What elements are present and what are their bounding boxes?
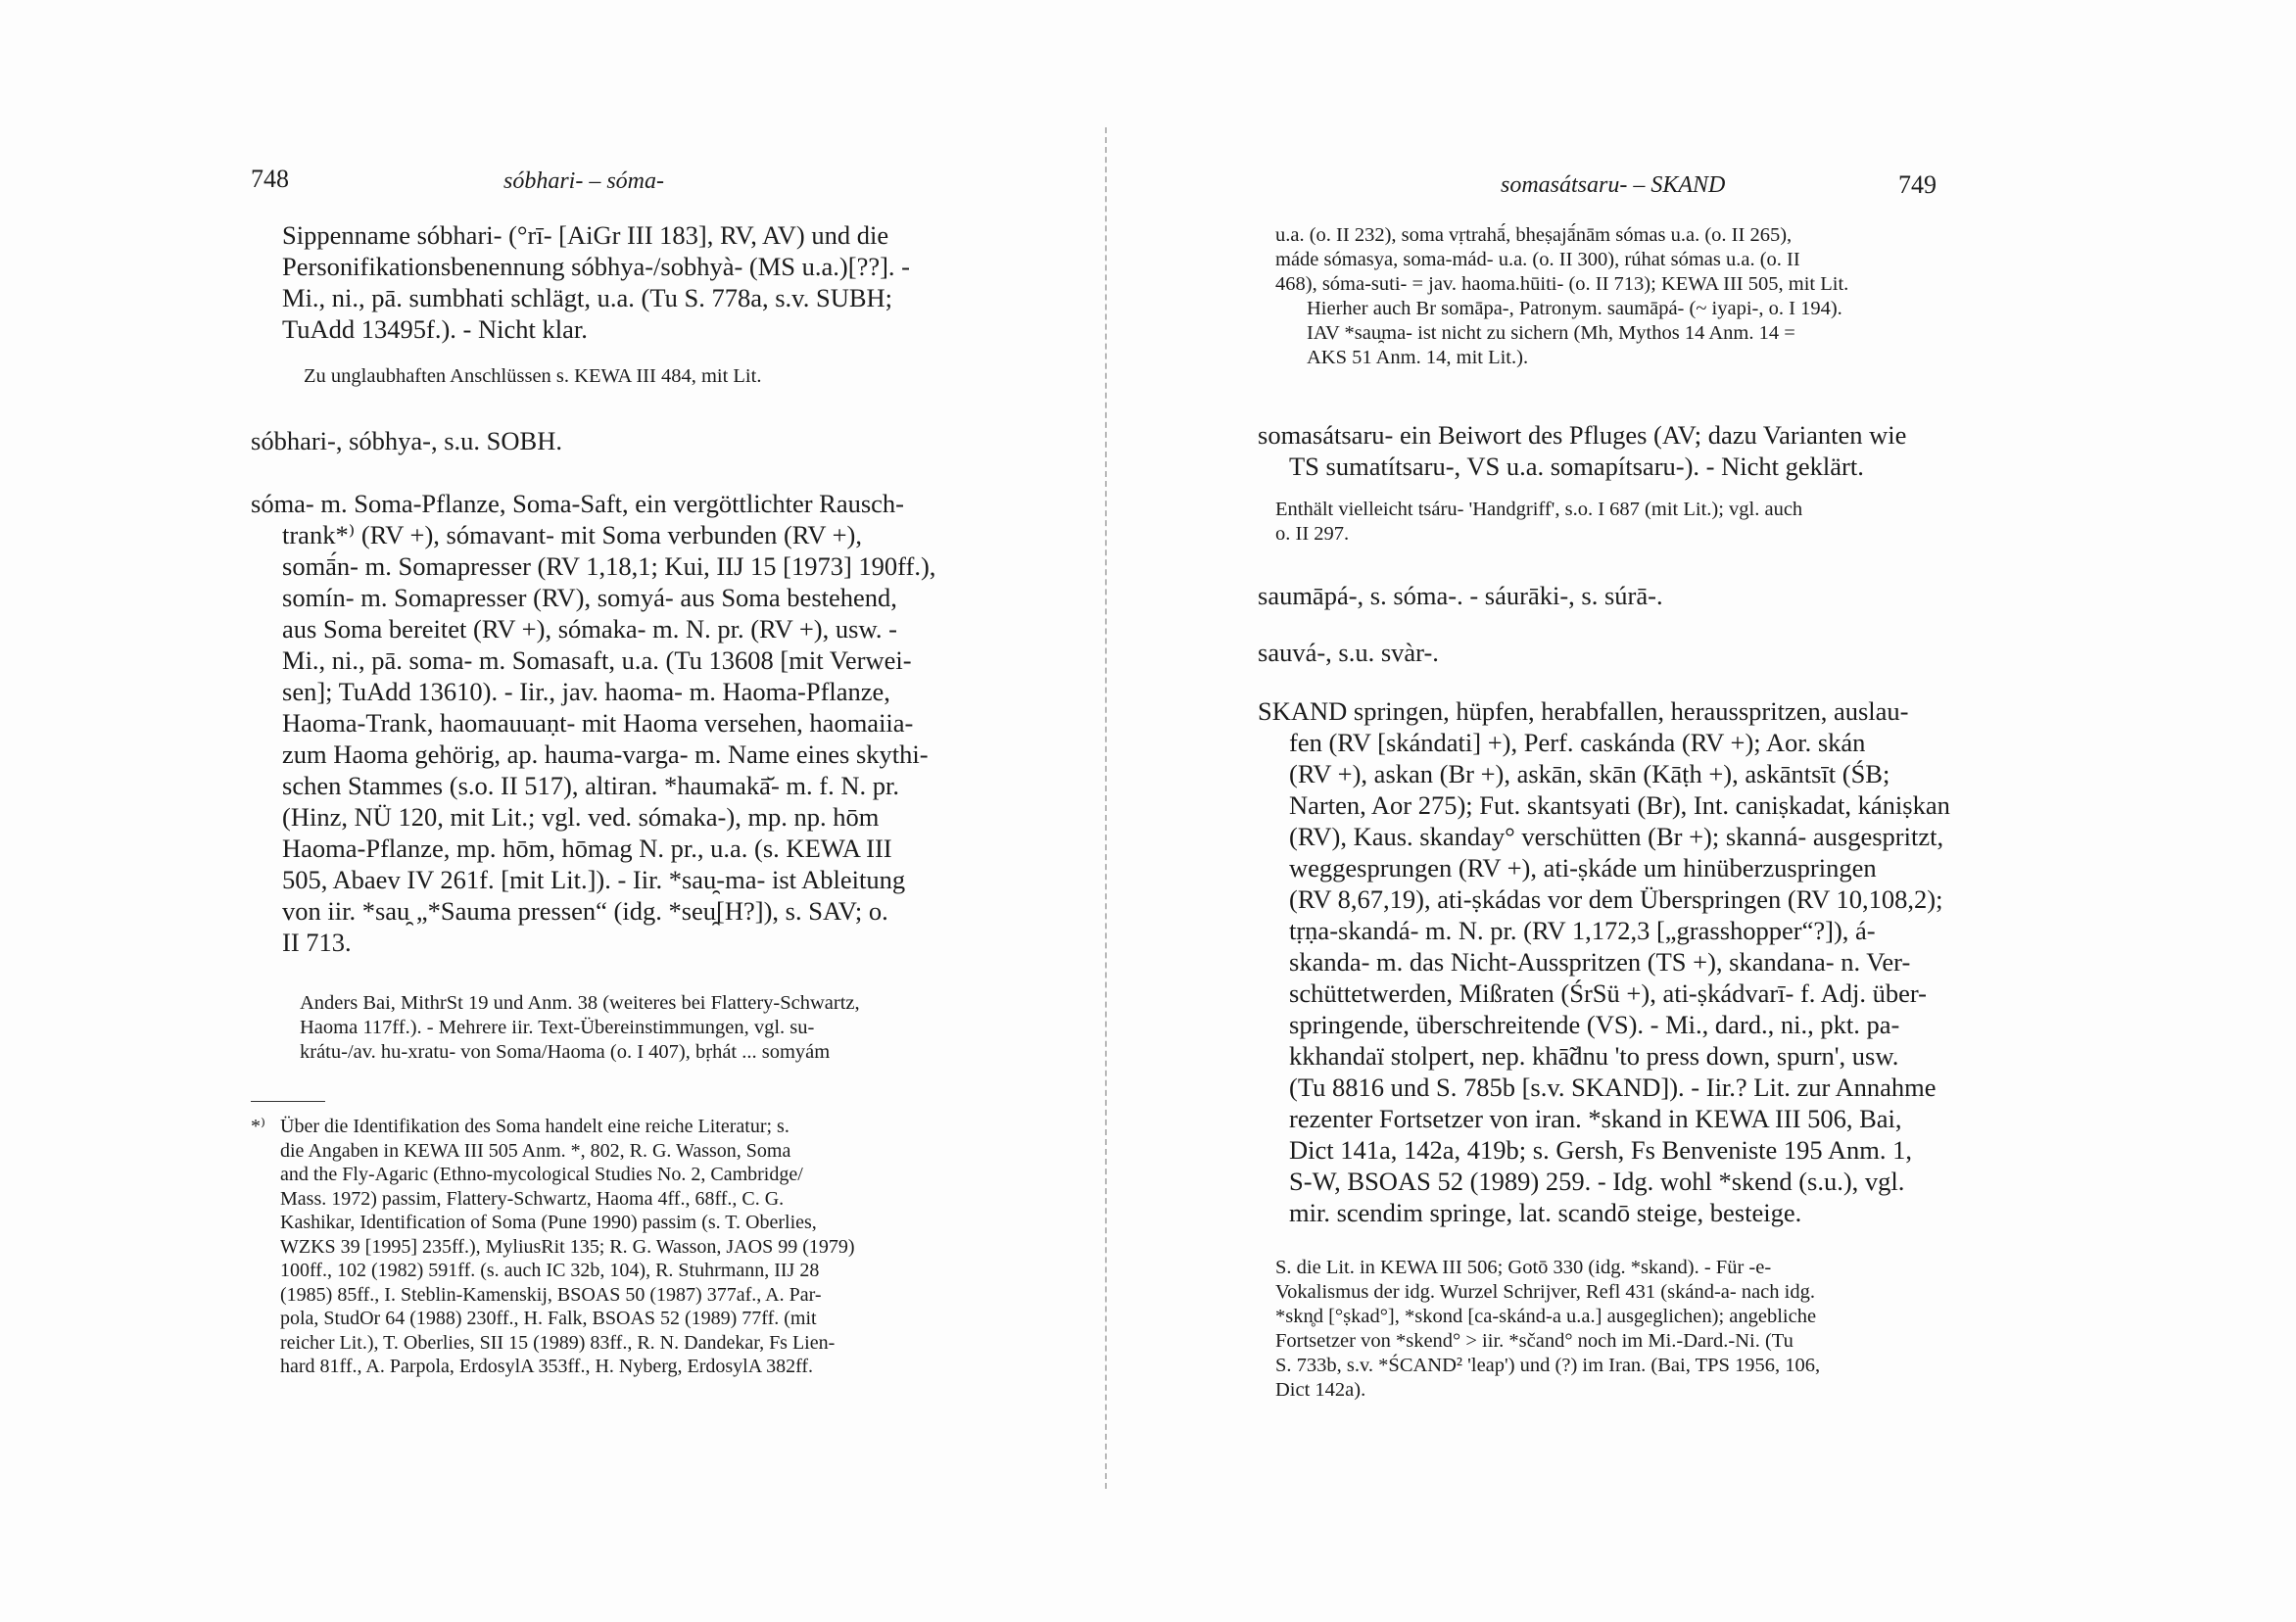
text-line: sen]; TuAdd 13610). - Iir., jav. haoma- m. Haoma-Pflanze,	[282, 677, 890, 706]
text-line: II 713.	[282, 928, 352, 957]
footnote-rule	[251, 1101, 325, 1102]
text-line: rezenter Fortsetzer von iran. *skand in KEWA III 506, Bai,	[1289, 1104, 1902, 1133]
entry-sauva: sauvá-, s.u. svàr-.	[1258, 638, 1439, 667]
text-line: (RV), Kaus. skanday° verschütten (Br +); skanná- ausgespritzt,	[1289, 822, 1944, 851]
entry-skand	[1258, 695, 1963, 1228]
text-line: skanda- m. das Nicht-Ausspritzen (TS +), skandana- n. Ver-	[1289, 947, 1911, 977]
text-line: o. II 297.	[1275, 523, 1350, 545]
text-line: máde sómasya, soma-mád- u.a. (o. II 300), rúhat sómas u.a. (o. II	[1275, 249, 1800, 270]
right-page	[1148, 0, 2296, 1622]
text-line: Sippenname sóbhari- (°rī- [AiGr III 183], RV, AV) und die	[282, 220, 889, 250]
text-line: springende, überschreitende (VS). - Mi., dard., ni., pkt. pa-	[1289, 1010, 1900, 1039]
text-line: S-W, BSOAS 52 (1989) 259. - Idg. wohl *skend (s.u.), vgl.	[1289, 1167, 1905, 1196]
text-line: (RV +), askan (Br +), askān, skān (Kāṭh +), askāntsīt (ŚB;	[1289, 759, 1890, 788]
text-line: kkhandaï stolpert, nep. khā̃dnu 'to press down, spurn', usw.	[1289, 1041, 1899, 1071]
text-line: 468), sóma-suti- = jav. haoma.hūiti- (o. II 713); KEWA III 505, mit Lit.	[1275, 273, 1849, 295]
text-line: fen (RV [skándati] +), Perf. caskánda (RV +); Aor. skán	[1289, 728, 1866, 757]
text-line: Mass. 1972) passim, Flattery-Schwartz, Haoma 4ff., 68ff., C. G.	[280, 1187, 785, 1210]
text-line: somā́n- m. Somapresser (RV 1,18,1; Kui, IIJ 15 [1973] 190ff.),	[282, 551, 936, 581]
text-line: Haoma-Pflanze, mp. hōm, hōmag N. pr., u.a. (s. KEWA III	[282, 834, 892, 863]
text-line: krátu-/av. hu-xratu- von Soma/Haoma (o. I 407), bṛhát ... somyám	[300, 1041, 831, 1063]
running-head: somasátsaru- – SKAND	[1501, 172, 1726, 198]
text-line: pola, StudOr 64 (1988) 230ff., H. Falk, BSOAS 52 (1989) 77ff. (mit	[280, 1308, 817, 1329]
soma-note	[300, 991, 860, 1065]
text-line: von iir. *sau̯ „*Sauma pressen“ (idg. *seu̯[H?]), s. SAV; o.	[282, 896, 888, 926]
text-line: AKS 51 Anm. 14, mit Lit.).	[1307, 347, 1529, 368]
text-line: hard 81ff., A. Parpola, ErdosylA 353ff., H. Nyberg, ErdosylA 382ff.	[280, 1356, 814, 1377]
text-line: u.a. (o. II 232), soma vṛtrahā́, bheṣajā́nām sómas u.a. (o. II 265),	[1275, 224, 1793, 246]
text-line: schen Stammes (s.o. II 517), altiran. *haumakā̆- m. f. N. pr.	[282, 771, 899, 800]
text-line: zum Haoma gehörig, ap. hauma-varga- m. Name eines skythi-	[282, 739, 929, 769]
text-line: Mi., ni., pā. soma- m. Somasaft, u.a. (Tu 13608 [mit Verwei-	[282, 645, 912, 675]
continued-paragraph	[282, 219, 958, 345]
page-number: 749	[1898, 170, 1937, 199]
text-line: weggesprungen (RV +), ati-ṣkáde um hinüberzuspringen	[1289, 853, 1877, 883]
text-line: (Hinz, NÜ 120, mit Lit.; vgl. ved. sómaka-), mp. np. hōm	[282, 802, 880, 832]
entry-somasatsaru	[1258, 419, 1963, 482]
text-line: Dict 142a).	[1275, 1379, 1366, 1401]
text-line: somasátsaru- ein Beiwort des Pfluges (AV; dazu Varianten wie	[1258, 420, 1907, 450]
text-line: Hierher auch Br somāpa-, Patronym. saumāpá- (~ iyapi-, o. I 194).	[1307, 298, 1842, 319]
text-line: schüttetwerden, Mißraten (ŚrSü +), ati-ṣkádvarī- f. Adj. über-	[1289, 978, 1927, 1008]
text-line: mir. scendim springe, lat. scandō steige, besteige.	[1289, 1198, 1802, 1227]
text-line: Vokalismus der idg. Wurzel Schrijver, Refl 431 (skánd-a- nach idg.	[1275, 1281, 1815, 1303]
text-line: Fortsetzer von *skend° > iir. *sčand° noch im Mi.-Dard.-Ni. (Tu	[1275, 1330, 1794, 1352]
text-line: aus Soma bereitet (RV +), sómaka- m. N. pr. (RV +), usw. -	[282, 614, 897, 644]
footnote-marker: *⁾	[251, 1116, 265, 1137]
text-line: sóma- m. Soma-Pflanze, Soma-Saft, ein vergöttlichter Rausch-	[251, 489, 905, 518]
text-line: and the Fly-Agaric (Ethno-mycological Studies No. 2, Cambridge/	[280, 1164, 803, 1185]
text-line: Über die Identifikation des Soma handelt eine reiche Literatur; s.	[280, 1116, 789, 1137]
text-line: 100ff., 102 (1982) 591ff. (s. auch IC 32b, 104), R. Stuhrmann, IIJ 28	[280, 1260, 820, 1281]
text-line: (Tu 8816 und S. 785b [s.v. SKAND]). - Iir.? Lit. zur Annahme	[1289, 1073, 1937, 1102]
text-line: (RV 8,67,19), ati-ṣkádas vor dem Überspringen (RV 10,108,2);	[1289, 884, 1943, 914]
entry-sobhari: sóbhari-, sóbhya-, s.u. SOBH.	[251, 426, 562, 455]
text-line: SKAND springen, hüpfen, herabfallen, herausspritzen, auslau-	[1258, 696, 1909, 726]
text-line: IAV *sau̯ma- ist nicht zu sichern (Mh, Mythos 14 Anm. 14 =	[1307, 322, 1795, 344]
text-line: (1985) 85ff., I. Steblin-Kamenskij, BSOAS 50 (1987) 377af., A. Par-	[280, 1283, 822, 1306]
text-line: *skn̥d [°ṣkad°], *skond [ca-skánd-a u.a.] ausgeglichen); angebliche	[1275, 1306, 1817, 1327]
text-line: TS sumatítsaru-, VS u.a. somapítsaru-). - Nicht geklärt.	[1289, 452, 1864, 481]
text-line: tṛṇa-skandá- m. N. pr. (RV 1,172,3 [„grasshopper“?]), á-	[1289, 916, 1876, 945]
footnote	[280, 1115, 855, 1379]
text-line: die Angaben in KEWA III 505 Anm. *, 802, R. G. Wasson, Soma	[280, 1139, 791, 1162]
text-line: Mi., ni., pā. sumbhati schlägt, u.a. (Tu S. 778a, s.v. SUBH;	[282, 283, 893, 312]
text-line: TuAdd 13495f.). - Nicht klar.	[282, 314, 588, 344]
text-line: Haoma-Trank, haomauuaṇt- mit Haoma versehen, haomaiia-	[282, 708, 914, 738]
skand-note	[1275, 1256, 1820, 1403]
entry-soma	[251, 488, 958, 958]
text-line: S. 733b, s.v. *ŚCAND² 'leap') und (?) im Iran. (Bai, TPS 1956, 106,	[1275, 1355, 1821, 1376]
text-line: Narten, Aor 275); Fut. skantsyati (Br), Int. caniṣkadat, kániṣkan	[1289, 790, 1950, 820]
somasatsaru-note	[1275, 498, 1802, 547]
note-text: Zu unglaubhaften Anschlüssen s. KEWA III 484, mit Lit.	[304, 365, 762, 387]
page-number: 748	[251, 165, 289, 193]
text-line: Personifikationsbenennung sóbhya-/sobhyà- (MS u.a.)[??]. -	[282, 252, 911, 281]
text-line: trank*⁾ (RV +), sómavant- mit Soma verbunden (RV +),	[282, 520, 863, 549]
continued-note	[1275, 223, 1848, 370]
text-line: Dict 141a, 142a, 419b; s. Gersh, Fs Benveniste 195 Anm. 1,	[1289, 1135, 1912, 1165]
running-head: sóbhari- – sóma-	[503, 168, 665, 194]
text-line: Enthält vielleicht tsáru- 'Handgriff', s.o. I 687 (mit Lit.); vgl. auch	[1275, 499, 1803, 520]
text-line: WZKS 39 [1995] 235ff.), MyliusRit 135; R. G. Wasson, JAOS 99 (1979)	[280, 1235, 855, 1258]
text-line: 505, Abaev IV 261f. [mit Lit.]). - Iir. *sau̯-ma- ist Ableitung	[282, 865, 906, 894]
text-line: S. die Lit. in KEWA III 506; Gotō 330 (idg. *skand). - Für -e-	[1275, 1257, 1772, 1278]
text-line: reicher Lit.), T. Oberlies, SII 15 (1989) 83ff., R. N. Dandekar, Fs Lien-	[280, 1331, 836, 1354]
text-line: Anders Bai, MithrSt 19 und Anm. 38 (weiteres bei Flattery-Schwartz,	[300, 992, 860, 1014]
entry-saumapa: saumāpá-, s. sóma-. - sáurāki-, s. súrā-.	[1258, 581, 1663, 610]
text-line: Kashikar, Identification of Soma (Pune 1990) passim (s. T. Oberlies,	[280, 1212, 817, 1233]
text-line: Haoma 117ff.). - Mehrere iir. Text-Übereinstimmungen, vgl. su-	[300, 1017, 815, 1038]
text-line: somín- m. Somapresser (RV), somyá- aus Soma bestehend,	[282, 583, 897, 612]
